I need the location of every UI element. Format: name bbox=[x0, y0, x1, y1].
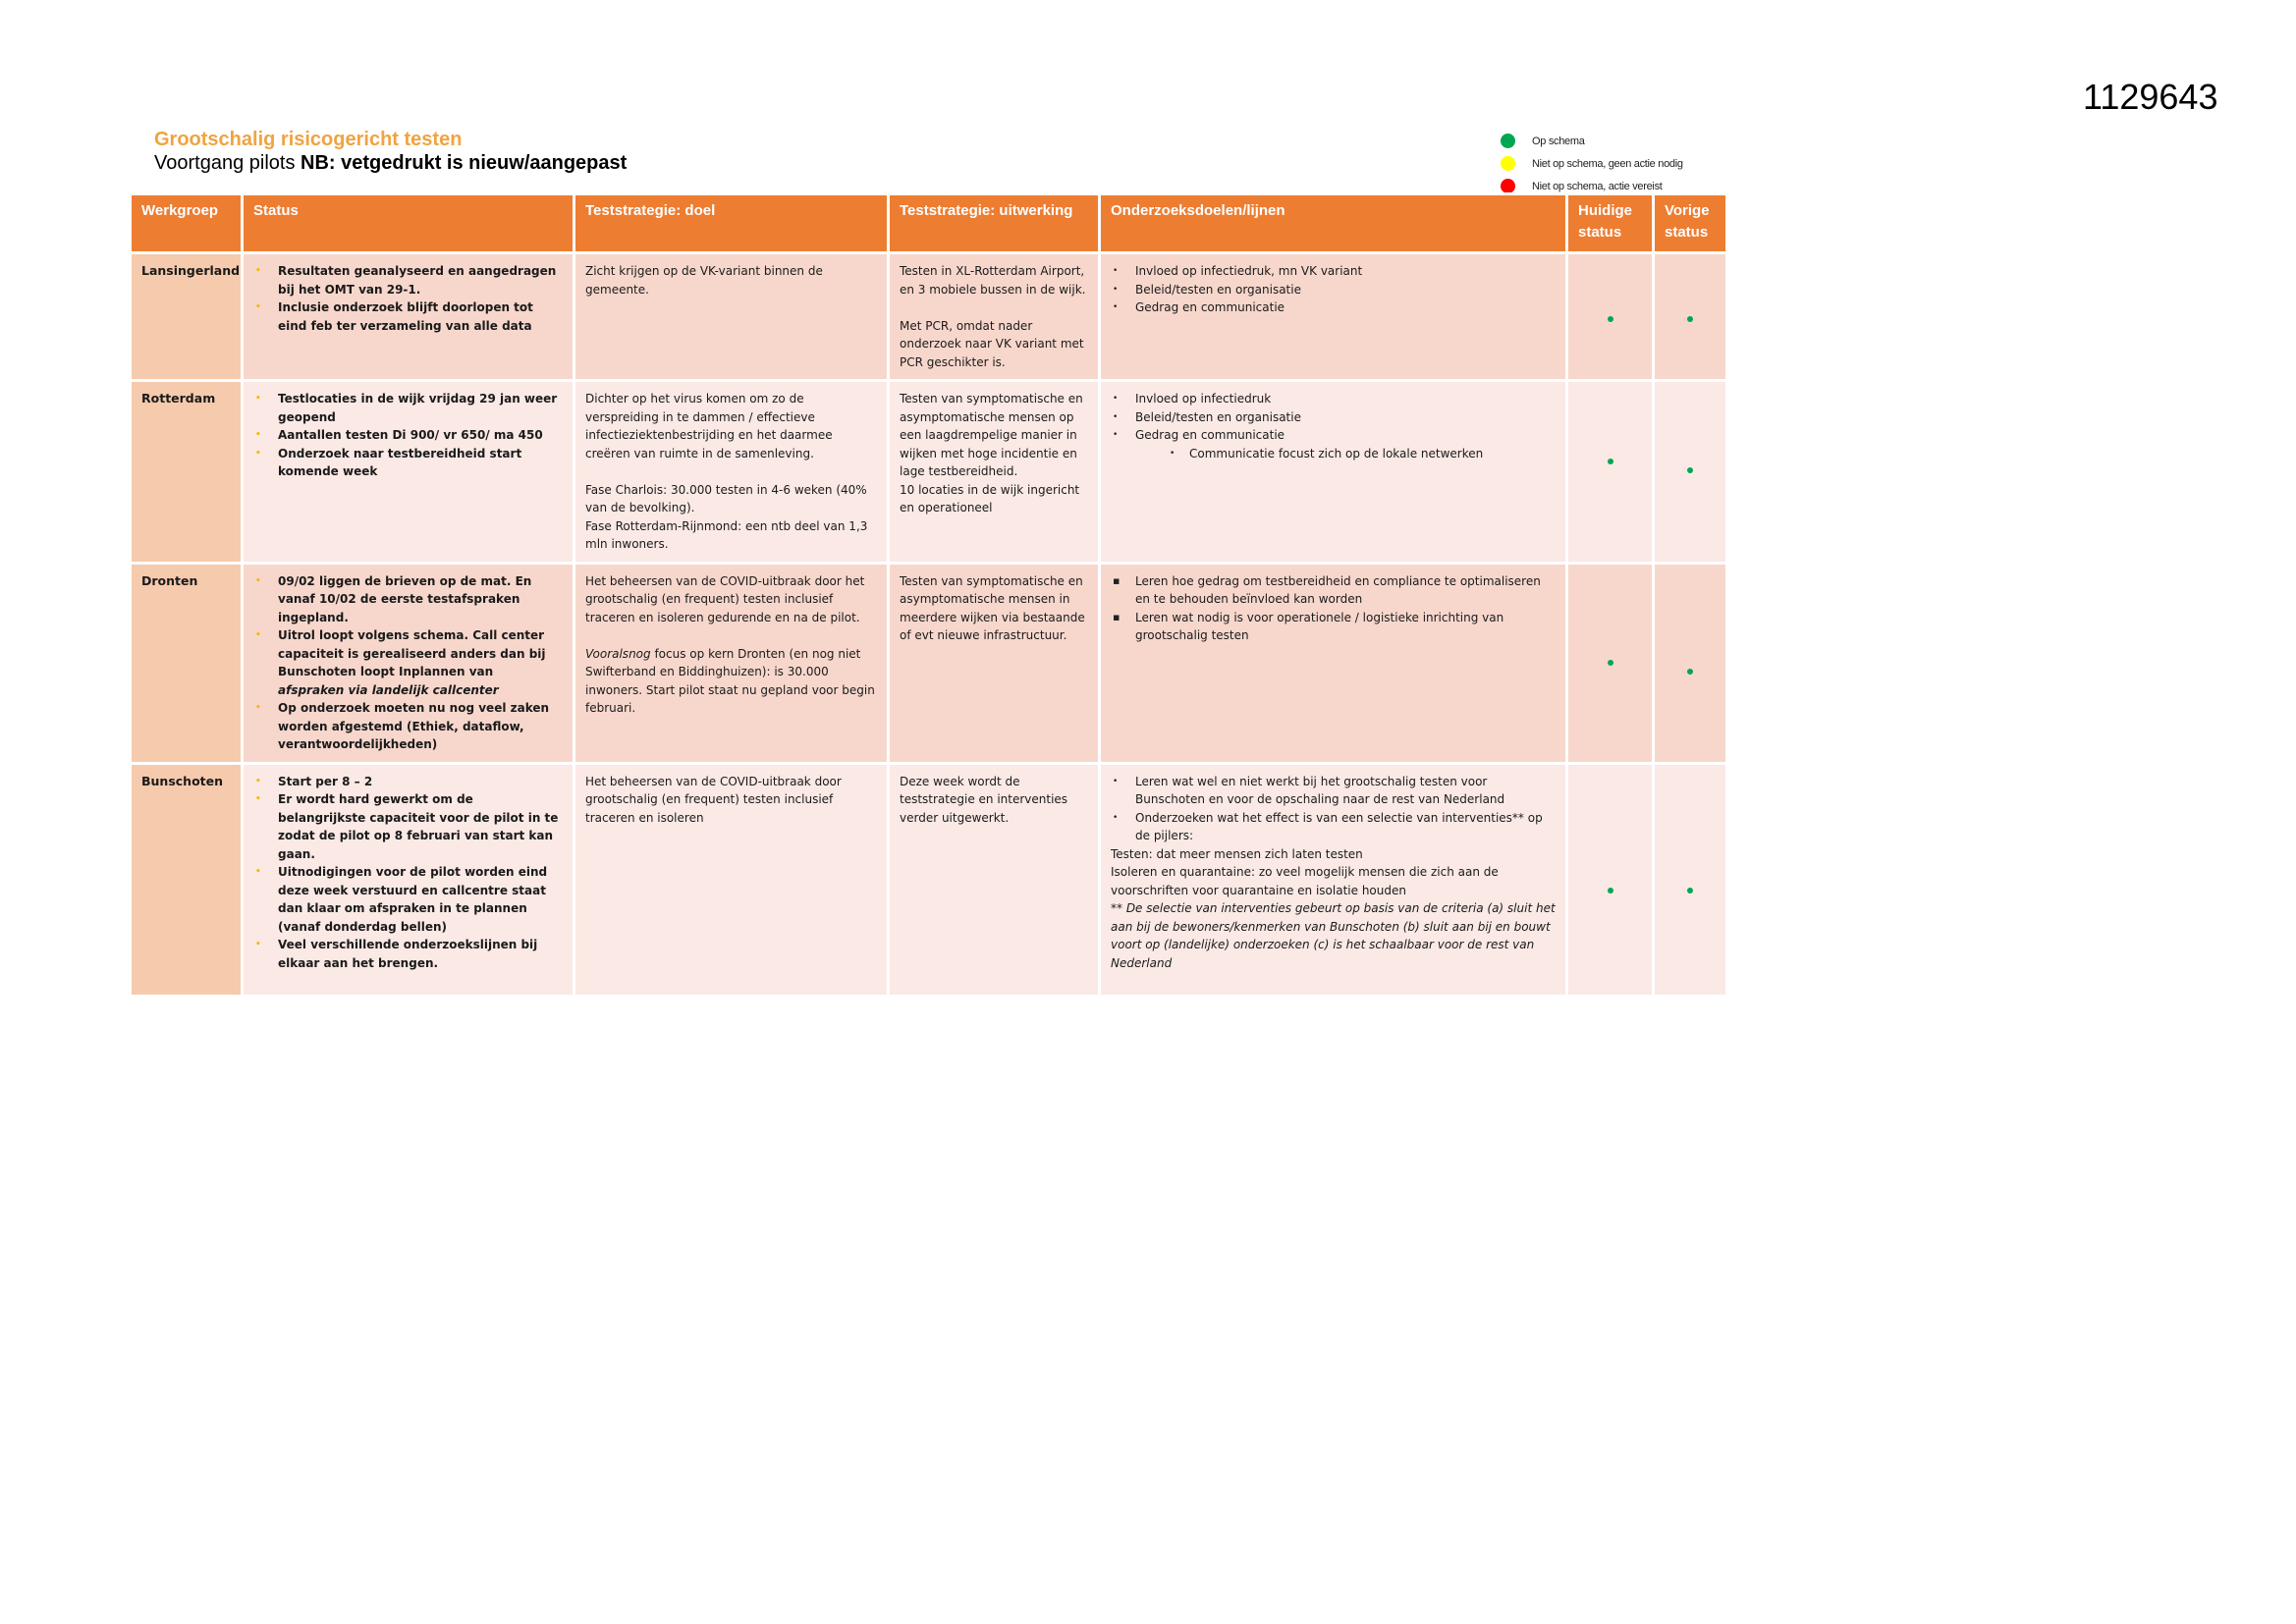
onderzoek-subitem: • Communicatie focust zich op de lokale netwerken bbox=[1111, 445, 1556, 463]
header-werkgroep: Werkgroep bbox=[131, 194, 243, 253]
status-item-italic: afspraken via landelijk callcenter bbox=[278, 682, 499, 697]
green-status-dot-icon bbox=[1687, 467, 1693, 473]
subtitle-text: Voortgang pilots bbox=[154, 152, 301, 174]
status-cell bbox=[243, 381, 574, 564]
status-item: • Resultaten geanalyseerd en aangedragen bij het OMT van 29-1. bbox=[253, 262, 563, 298]
uitwerking-cell bbox=[889, 253, 1100, 381]
onderzoek-item: • Onderzoeken wat het effect is van een selectie van interventies** op de pijlers: bbox=[1111, 809, 1556, 845]
doel-text bbox=[585, 645, 877, 718]
onderzoek-cell bbox=[1100, 763, 1567, 996]
title-block bbox=[154, 128, 627, 175]
status-legend bbox=[1501, 130, 1683, 197]
header-huidige-status: Huidige status bbox=[1567, 194, 1654, 253]
uitwerking-text: Testen van symptomatische en asymptomatische mensen op een laagdrempelige manier in wijken met hoge incidentie en lage testbereidheid. bbox=[900, 392, 1083, 478]
doel-cell bbox=[574, 763, 889, 996]
onderzoek-item: • Invloed op infectiedruk, mn VK variant bbox=[1111, 262, 1556, 281]
header-status: Status bbox=[243, 194, 574, 253]
doel-text: Het beheersen van de COVID-uitbraak door grootschalig (en frequent) testen inclusief traceren en isoleren bbox=[585, 774, 842, 825]
red-dot-icon bbox=[1501, 179, 1515, 193]
onderzoek-item: • Invloed op infectiedruk bbox=[1111, 390, 1556, 408]
document-title: Grootschalig risicogericht testen bbox=[154, 129, 463, 150]
header-uitwerking: Teststrategie: uitwerking bbox=[889, 194, 1100, 253]
yellow-dot-icon bbox=[1501, 156, 1515, 171]
onderzoek-item: • Leren wat wel en niet werkt bij het grootschalig testen voor Bunschoten en voor de opschaling naar de rest van Nederland bbox=[1111, 773, 1556, 809]
status-item: • Start per 8 – 2 bbox=[253, 773, 563, 791]
status-cell bbox=[243, 563, 574, 763]
onderzoek-line: Isoleren en quarantaine: zo veel mogelijk mensen die zich aan de voorschriften voor quarantaine en isolatie houden bbox=[1111, 865, 1499, 897]
status-item: • Er wordt hard gewerkt om de belangrijkste capaciteit voor de pilot in te zodat de pilot op 8 februari van start kan gaan. bbox=[253, 790, 563, 863]
document-number: 1129643 bbox=[2083, 77, 2218, 117]
onderzoek-item: • Beleid/testen en organisatie bbox=[1111, 408, 1556, 427]
status-cell bbox=[243, 763, 574, 996]
uitwerking-text: Testen van symptomatische en asymptomatische mensen in meerdere wijken via bestaande of evt nieuwe infrastructuur. bbox=[900, 573, 1085, 642]
document-subtitle bbox=[154, 151, 627, 175]
header-onderzoek: Onderzoeksdoelen/lijnen bbox=[1100, 194, 1567, 253]
onderzoek-item: • Beleid/testen en organisatie bbox=[1111, 281, 1556, 299]
green-status-dot-icon bbox=[1687, 316, 1693, 322]
vorige-status-cell bbox=[1654, 253, 1727, 381]
onderzoek-item: • Gedrag en communicatie bbox=[1111, 298, 1556, 317]
status-item: • Aantallen testen Di 900/ vr 650/ ma 450 bbox=[253, 426, 563, 445]
green-dot-icon bbox=[1501, 134, 1515, 148]
header-vorige-status: Vorige status bbox=[1654, 194, 1727, 253]
status-item: • Uitnodigingen voor de pilot worden eind deze week verstuurd en callcentre staat dan klaar om afspraken in te plannen (vanaf donderdag bellen) bbox=[253, 863, 563, 936]
huidige-status-cell bbox=[1567, 253, 1654, 381]
werkgroep-cell: Dronten bbox=[131, 563, 243, 763]
huidige-status-cell bbox=[1567, 563, 1654, 763]
uitwerking-cell bbox=[889, 381, 1100, 564]
huidige-status-cell bbox=[1567, 763, 1654, 996]
green-status-dot-icon bbox=[1687, 888, 1693, 893]
status-item: • Testlocaties in de wijk vrijdag 29 jan weer geopend bbox=[253, 390, 563, 426]
legend-label: Op schema bbox=[1532, 135, 1585, 147]
legend-label: Niet op schema, geen actie nodig bbox=[1532, 157, 1683, 170]
status-item-text: Uitrol loopt volgens schema. Call center capaciteit is gerealiseerd anders dan bij Bunschoten loopt Inplannen van bbox=[278, 628, 546, 678]
legend-item-on-schedule bbox=[1501, 130, 1683, 152]
onderzoek-footnote: ** De selectie van interventies gebeurt op basis van de criteria (a) sluit het aan bij de bewoners/kenmerken van Bunschoten (b) sluit aan bij en bouwt voort op (landelijke) onderzoeken (c) is het schaalbaar voor de rest van Nederland bbox=[1111, 901, 1556, 970]
table-header-row bbox=[131, 194, 1727, 253]
green-status-dot-icon bbox=[1608, 316, 1613, 322]
onderzoek-cell bbox=[1100, 253, 1567, 381]
uitwerking-text: 10 locaties in de wijk ingericht en operationeel bbox=[900, 482, 1080, 514]
status-cell bbox=[243, 253, 574, 381]
werkgroep-cell: Rotterdam bbox=[131, 381, 243, 564]
legend-label: Niet op schema, actie vereist bbox=[1532, 180, 1663, 192]
uitwerking-cell bbox=[889, 763, 1100, 996]
doel-text: Fase Rotterdam-Rijnmond: een ntb deel van 1,3 mln inwoners. bbox=[585, 518, 868, 551]
doel-text: Het beheersen van de COVID-uitbraak door het grootschalig (en frequent) testen inclusief traceren en isoleren gedurende en na de pilot. bbox=[585, 573, 865, 624]
doel-cell bbox=[574, 253, 889, 381]
status-item: • Onderzoek naar testbereidheid start komende week bbox=[253, 445, 563, 481]
status-item: • Inclusie onderzoek blijft doorlopen tot eind feb ter verzameling van alle data bbox=[253, 298, 563, 335]
green-status-dot-icon bbox=[1608, 459, 1613, 464]
status-item: • 09/02 liggen de brieven op de mat. En vanaf 10/02 de eerste testafspraken ingepland. bbox=[253, 572, 563, 627]
uitwerking-text: Testen in XL-Rotterdam Airport, en 3 mobiele bussen in de wijk. bbox=[900, 264, 1086, 297]
uitwerking-cell bbox=[889, 563, 1100, 763]
vorige-status-cell bbox=[1654, 563, 1727, 763]
uitwerking-text: Deze week wordt de teststrategie en interventies verder uitgewerkt. bbox=[900, 774, 1068, 825]
doel-cell bbox=[574, 563, 889, 763]
subtitle-note: NB: vetgedrukt is nieuw/aangepast bbox=[301, 152, 628, 174]
huidige-status-cell bbox=[1567, 381, 1654, 564]
doel-rest: focus op kern Dronten (en nog niet Swifterband en Biddinghuizen): is 30.000 inwoners. Start pilot staat nu gepland voor begin februari. bbox=[585, 646, 875, 715]
status-item: • Veel verschillende onderzoekslijnen bij elkaar aan het brengen. bbox=[253, 936, 563, 972]
table-row bbox=[131, 763, 1727, 996]
onderzoek-item: ▪ Leren hoe gedrag om testbereidheid en compliance te optimaliseren en te behouden beïnvloed kan worden bbox=[1111, 572, 1556, 609]
pilot-progress-table bbox=[129, 192, 1728, 998]
table-row bbox=[131, 563, 1727, 763]
uitwerking-text: Met PCR, omdat nader onderzoek naar VK variant met PCR geschikter is. bbox=[900, 318, 1084, 369]
table-row bbox=[131, 381, 1727, 564]
werkgroep-cell: Lansingerland bbox=[131, 253, 243, 381]
table-row bbox=[131, 253, 1727, 381]
werkgroep-cell: Bunschoten bbox=[131, 763, 243, 996]
status-item: • Op onderzoek moeten nu nog veel zaken worden afgestemd (Ethiek, dataflow, verantwoordelijkheden) bbox=[253, 699, 563, 754]
doel-text: Zicht krijgen op de VK-variant binnen de gemeente. bbox=[585, 264, 823, 297]
onderzoek-cell bbox=[1100, 381, 1567, 564]
vorige-status-cell bbox=[1654, 381, 1727, 564]
doel-text: Fase Charlois: 30.000 testen in 4-6 weken (40% van de bevolking). bbox=[585, 482, 867, 514]
green-status-dot-icon bbox=[1687, 669, 1693, 675]
onderzoek-cell bbox=[1100, 563, 1567, 763]
vorige-status-cell bbox=[1654, 763, 1727, 996]
onderzoek-line: Testen: dat meer mensen zich laten testen bbox=[1111, 846, 1363, 861]
legend-item-off-schedule-no-action bbox=[1501, 152, 1683, 175]
doel-italic: Vooralsnog bbox=[585, 646, 651, 661]
green-status-dot-icon bbox=[1608, 660, 1613, 666]
doel-text: Dichter op het virus komen om zo de verspreiding in te dammen / effectieve infectieziektenbestrijding en het daarmee creëren van ruimte in de samenleving. bbox=[585, 392, 833, 460]
header-doel: Teststrategie: doel bbox=[574, 194, 889, 253]
onderzoek-item: • Gedrag en communicatie bbox=[1111, 426, 1556, 445]
green-status-dot-icon bbox=[1608, 888, 1613, 893]
onderzoek-item: ▪ Leren wat nodig is voor operationele / logistieke inrichting van grootschalig testen bbox=[1111, 609, 1556, 645]
status-item bbox=[253, 626, 563, 699]
doel-cell bbox=[574, 381, 889, 564]
